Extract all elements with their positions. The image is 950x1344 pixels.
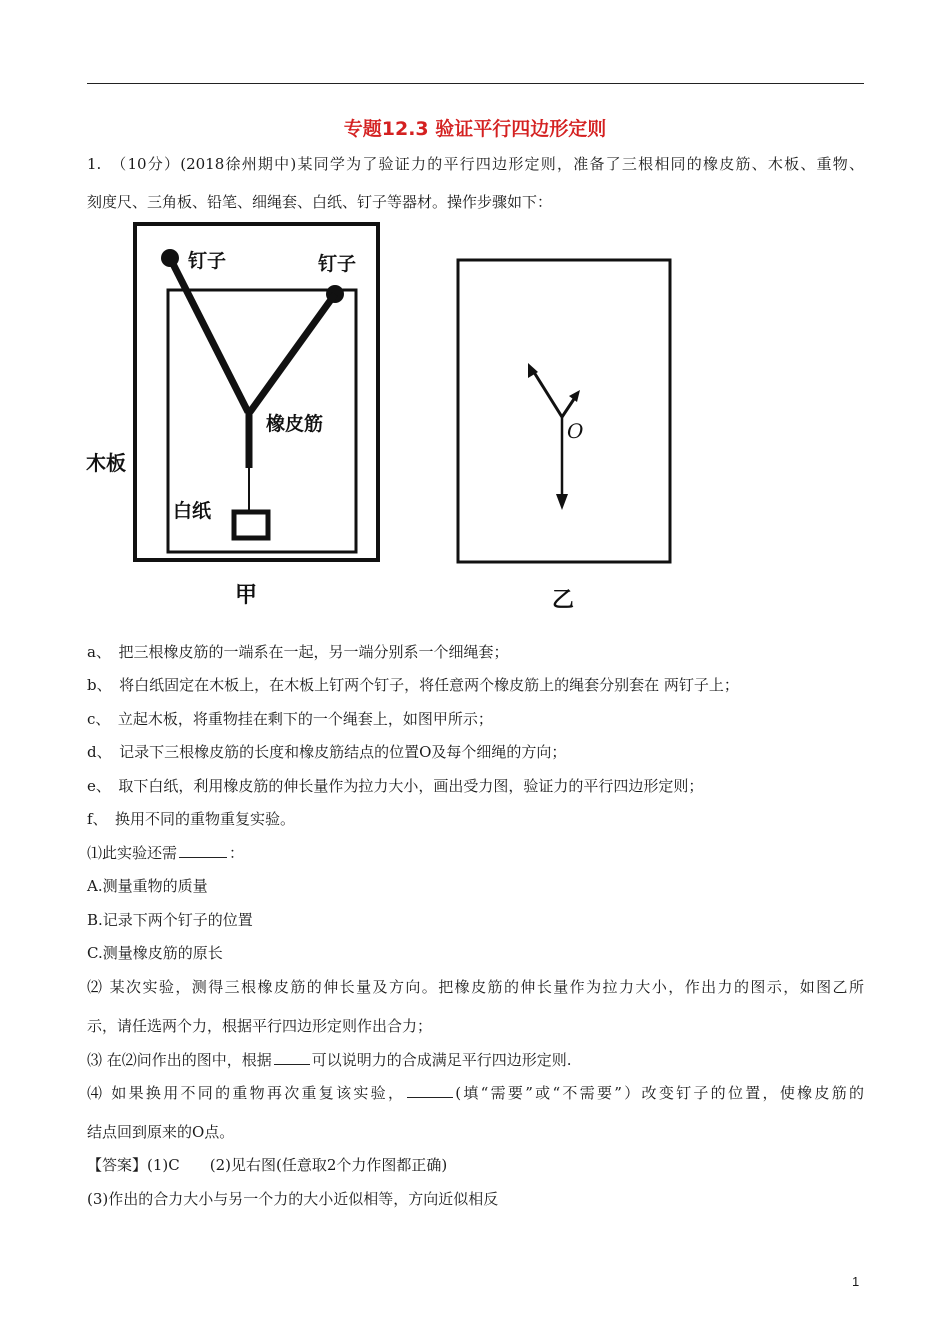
- step-e: e、 取下白纸，利用橡皮筋的伸长量作为拉力大小，画出受力图，验证力的平行四边形定则；: [87, 777, 704, 795]
- q4-line-2: 结点回到原来的O点。: [87, 1123, 235, 1141]
- q1-option-c: C.测量橡皮筋的原长: [87, 944, 223, 962]
- q1-suffix: ：: [229, 844, 245, 862]
- force-arrow-upleft: [532, 369, 562, 417]
- paper-yi-outline: [458, 260, 670, 562]
- step-a: a、 把三根橡皮筋的一端系在一起，另一端分别系一个细绳套；: [87, 643, 509, 661]
- q4-answer-blank: [407, 1083, 453, 1098]
- figure-jia: [86, 224, 378, 608]
- question-line-2: 刻度尺、三角板、铅笔、细绳套、白纸、钉子等器材。操作步骤如下：: [87, 193, 553, 211]
- q1-prefix: ⑴此实验还需: [87, 844, 178, 862]
- rubber-band-left: [170, 258, 248, 412]
- q1-prompt: [87, 843, 244, 863]
- arrowhead-down-icon: [556, 494, 568, 510]
- q2-line-1: ⑵ 某次实验，测得三根橡皮筋的伸长量及方向。把橡皮筋的伸长量作为拉力大小，作出力的图示，如图乙所: [87, 978, 864, 996]
- answer-line-1: 【答案】(1)C (2)见右图(任意取2个力作图都正确): [87, 1156, 448, 1174]
- question-line-1: 1. （10分）(2018徐州期中)某同学为了验证力的平行四边形定则，准备了三根相同的橡皮筋、木板、重物、: [87, 155, 864, 173]
- answer-line-2: (3)作出的合力大小与另一个力的大小近似相等，方向近似相反: [87, 1190, 499, 1208]
- q2-line-2: 示，请任选两个力，根据平行四边形定则作出合力；: [87, 1017, 433, 1035]
- label-rubber-band: 橡皮筋: [266, 413, 324, 435]
- label-board: 木板: [86, 451, 126, 475]
- q1-option-b: B.记录下两个钉子的位置: [87, 911, 253, 929]
- q4-line-1: [87, 1083, 864, 1103]
- label-nail-right: 钉子: [318, 253, 357, 275]
- label-nail-left: 钉子: [188, 250, 227, 272]
- q1-option-a: A.测量重物的质量: [87, 877, 208, 895]
- page-number: 1: [852, 1274, 860, 1289]
- step-c: c、 立起木板，将重物挂在剩下的一个绳套上，如图甲所示；: [87, 710, 493, 728]
- experiment-figure: [80, 212, 700, 617]
- weight-box: [234, 512, 268, 538]
- q3-prefix: ⑶ 在⑵问作出的图中，根据: [87, 1051, 272, 1069]
- q3-answer-blank: [274, 1050, 310, 1065]
- step-f: f、 换用不同的重物重复实验。: [87, 810, 296, 828]
- label-point-o: O: [567, 419, 584, 443]
- figure-yi: [458, 260, 670, 613]
- label-paper: 白纸: [173, 500, 212, 522]
- q4-suffix: (填“需要”或“不需要”）改变钉子的位置，使橡皮筋的: [455, 1084, 864, 1102]
- header-rule: [87, 83, 864, 84]
- step-d: d、 记录下三根橡皮筋的长度和橡皮筋结点的位置O及每个细绳的方向；: [87, 743, 567, 761]
- page-title: 专题12.3 验证平行四边形定则: [343, 118, 607, 140]
- label-yi: 乙: [552, 588, 575, 613]
- rubber-band-right: [250, 294, 335, 412]
- step-b: b、 将白纸固定在木板上，在木板上钉两个钉子，将任意两个橡皮筋上的绳套分别套在 两钉子上；: [87, 676, 739, 694]
- q1-answer-blank: [179, 843, 227, 858]
- q3-suffix: 可以说明力的合成满足平行四边形定则.: [311, 1051, 572, 1069]
- q3-prompt: [87, 1050, 572, 1070]
- label-jia: 甲: [235, 583, 258, 608]
- q4-prefix: ⑷ 如果换用不同的重物再次重复该实验，: [87, 1084, 406, 1102]
